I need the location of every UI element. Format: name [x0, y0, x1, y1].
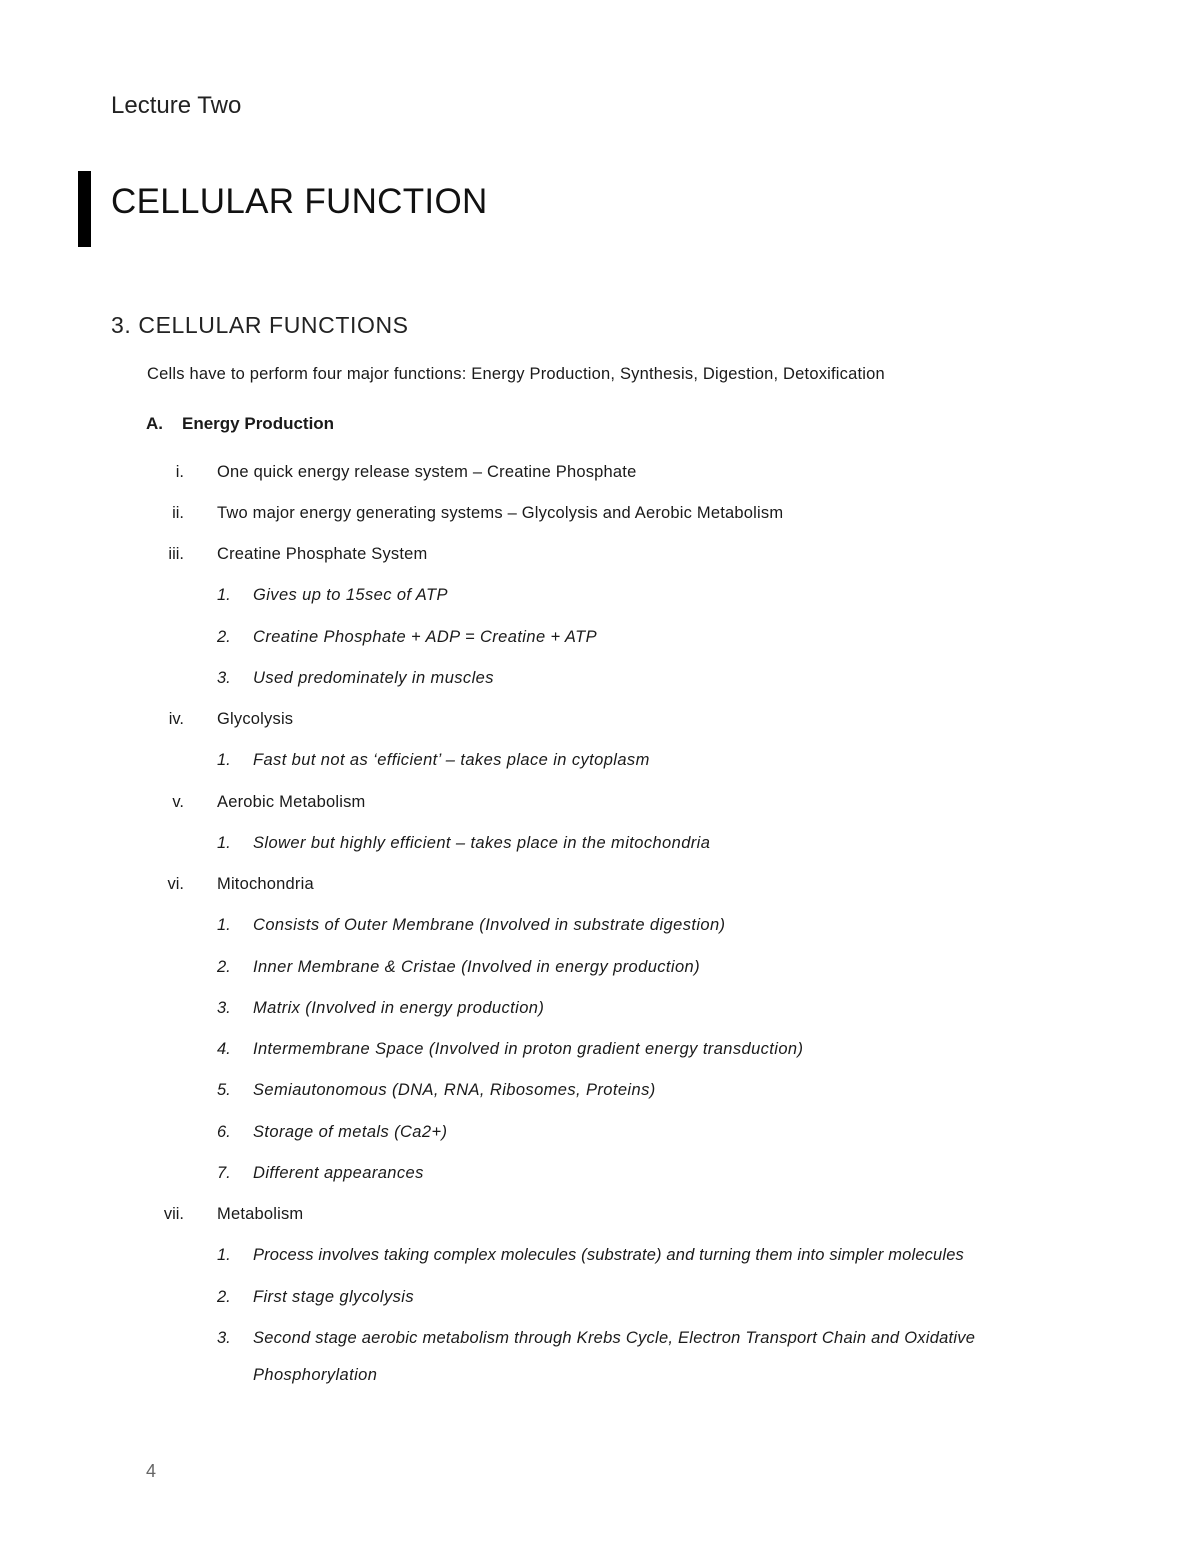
subitem-number: 1.: [217, 834, 231, 852]
item-text: Mitochondria: [217, 875, 314, 893]
item-numeral: iv.: [168, 710, 184, 728]
subitem-number: 2.: [217, 958, 231, 976]
subitem-text: Inner Membrane & Cristae (Involved in energy production): [253, 958, 701, 976]
subitem-text: Gives up to 15sec of ATP: [253, 586, 448, 604]
item-numeral: v.: [172, 793, 184, 811]
subitem-text: Intermembrane Space (Involved in proton gradient energy transduction): [253, 1040, 804, 1058]
title-accent-bar: [78, 171, 91, 247]
subitem-number: 1.: [217, 1246, 231, 1264]
item-text: One quick energy release system – Creatine Phosphate: [217, 463, 637, 481]
subitem-number: 1.: [217, 586, 231, 604]
subsection-title: Energy Production: [182, 414, 335, 433]
subitem-number: 3.: [217, 1329, 231, 1347]
subitem-text-continuation: Phosphorylation: [253, 1366, 378, 1384]
subsection-letter: A.: [146, 414, 163, 433]
item-text: Creatine Phosphate System: [217, 545, 428, 563]
subitem-number: 5.: [217, 1081, 231, 1099]
item-text: Glycolysis: [217, 710, 294, 728]
item-numeral: i.: [175, 463, 184, 481]
item-numeral: vii.: [163, 1205, 184, 1223]
subitem-text: Second stage aerobic metabolism through Krebs Cycle, Electron Transport Chain and Oxidative: [253, 1329, 976, 1347]
subitem-text: Matrix (Involved in energy production): [253, 999, 545, 1017]
subitem-number: 3.: [217, 669, 231, 687]
item-numeral: ii.: [172, 504, 184, 522]
subitem-text: Process involves taking complex molecules (substrate) and turning them into simpler molecules: [253, 1246, 964, 1264]
subitem-number: 2.: [217, 1288, 231, 1306]
page-number: 4: [146, 1461, 157, 1481]
section-heading: 3. CELLULAR FUNCTIONS: [111, 312, 409, 338]
page-title: CELLULAR FUNCTION: [111, 182, 488, 221]
item-numeral: iii.: [168, 545, 184, 563]
subitem-text: Semiautonomous (DNA, RNA, Ribosomes, Proteins): [253, 1081, 656, 1099]
subitem-number: 2.: [217, 628, 231, 646]
subitem-text: Consists of Outer Membrane (Involved in substrate digestion): [253, 916, 726, 934]
item-text: Two major energy generating systems – Glycolysis and Aerobic Metabolism: [217, 504, 784, 522]
subitem-number: 1.: [217, 916, 231, 934]
item-numeral: vi.: [167, 875, 184, 893]
document-header: Lecture Two: [111, 92, 242, 119]
subitem-number: 4.: [217, 1040, 231, 1058]
subitem-text: Different appearances: [253, 1164, 424, 1182]
subitem-text: Creatine Phosphate + ADP = Creatine + ATP: [253, 628, 597, 646]
subitem-text: Used predominately in muscles: [253, 669, 494, 687]
subitem-text: Slower but highly efficient – takes place in the mitochondria: [253, 834, 711, 852]
subitem-number: 3.: [217, 999, 231, 1017]
subitem-number: 6.: [217, 1123, 231, 1141]
item-text: Aerobic Metabolism: [217, 793, 366, 811]
subitem-number: 7.: [217, 1164, 231, 1182]
item-text: Metabolism: [217, 1205, 304, 1223]
subitem-text: Fast but not as ‘efficient’ – takes place in cytoplasm: [253, 751, 650, 769]
intro-paragraph: Cells have to perform four major functions: Energy Production, Synthesis, Digestion, Detoxification: [147, 365, 885, 383]
subitem-number: 1.: [217, 751, 231, 769]
subitem-text: First stage glycolysis: [253, 1288, 415, 1306]
subitem-text: Storage of metals (Ca2+): [253, 1123, 448, 1141]
